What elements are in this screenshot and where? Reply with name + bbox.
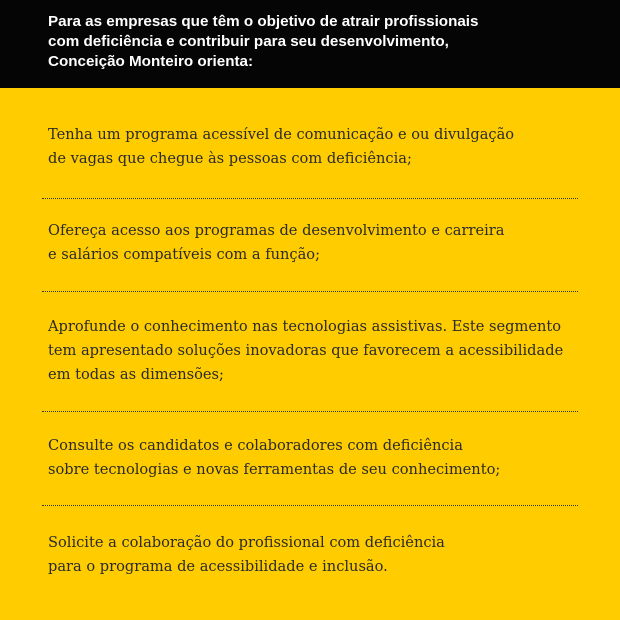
tip-3-line-1: Aprofunde o conhecimento nas tecnologias assistivas. Este segmento xyxy=(48,318,562,335)
tip-2-line-1: Ofereça acesso aos programas de desenvolvimento e carreira xyxy=(48,222,505,239)
header-banner xyxy=(0,0,620,88)
tip-3-line-2: tem apresentado soluções inovadoras que favorecem a acessibilidade xyxy=(48,342,564,359)
header-line-2: com deficiência e contribuir para seu desenvolvimento, xyxy=(48,33,449,50)
divider-4 xyxy=(42,505,578,506)
divider-1 xyxy=(42,198,578,199)
header-line-1: Para as empresas que têm o objetivo de atrair profissionais xyxy=(48,13,479,30)
divider-3 xyxy=(42,411,578,412)
tip-1-line-1: Tenha um programa acessível de comunicação e ou divulgação xyxy=(48,126,515,143)
tip-5-line-1: Solicite a colaboração do profissional com deficiência xyxy=(48,534,445,551)
tip-4-line-2: sobre tecnologias e novas ferramentas de seu conhecimento; xyxy=(48,461,501,478)
header-line-3: Conceição Monteiro orienta: xyxy=(48,53,254,70)
tip-5-line-2: para o programa de acessibilidade e inclusão. xyxy=(48,558,388,575)
divider-2 xyxy=(42,291,578,292)
tip-4-line-1: Consulte os candidatos e colaboradores com deficiência xyxy=(48,437,463,454)
tip-2-line-2: e salários compatíveis com a função; xyxy=(48,246,320,263)
tip-3-line-3: em todas as dimensões; xyxy=(48,366,224,383)
tip-1-line-2: de vagas que chegue às pessoas com deficiência; xyxy=(48,150,412,167)
